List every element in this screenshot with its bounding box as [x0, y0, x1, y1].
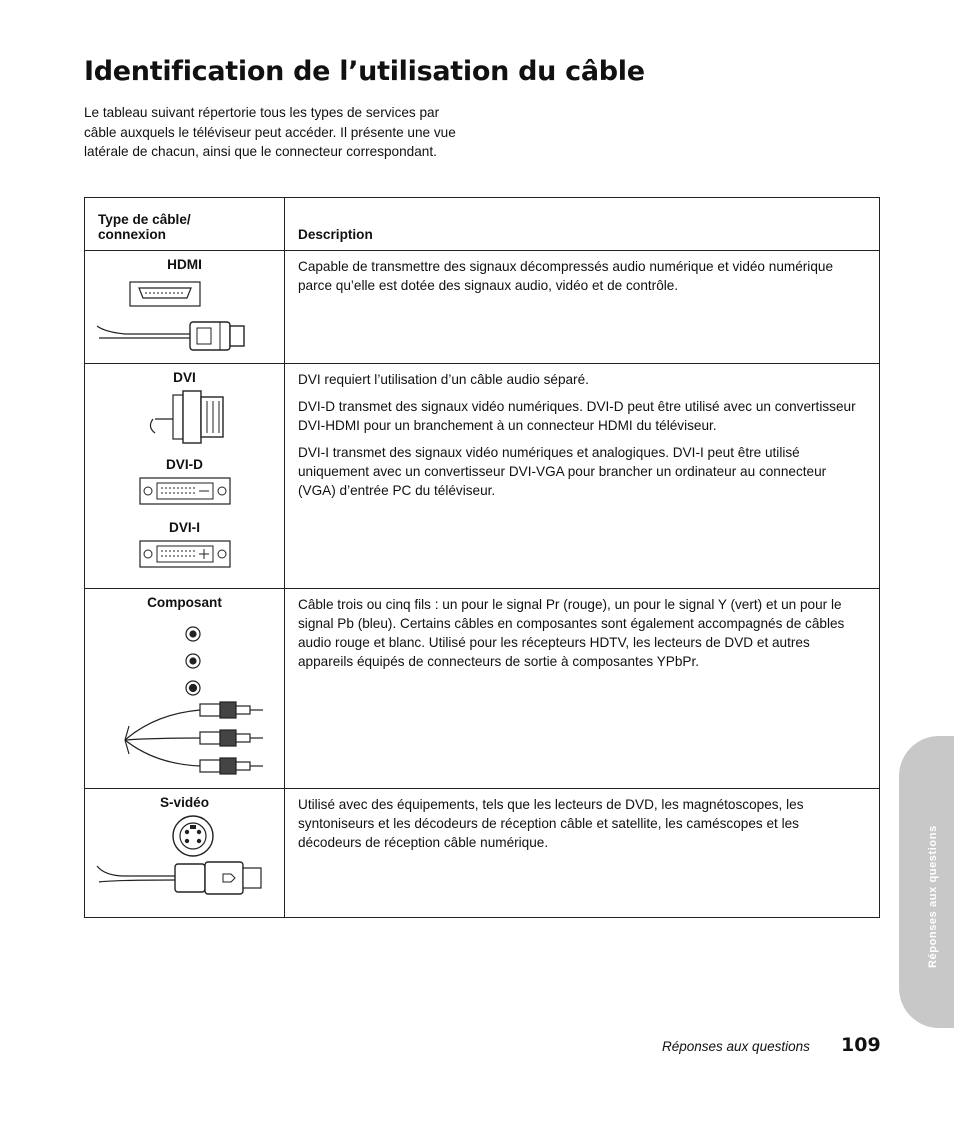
type-cell-hdmi [85, 251, 285, 364]
footer-section-title: Réponses aux questions [662, 1039, 810, 1054]
description-text: DVI-D transmet des signaux vidéo numériques. DVI-D peut être utilisé avec un convertisseur DVI-HDMI pour un branchement à un connecteur HDMI du téléviseur. [298, 399, 856, 433]
table-row [85, 789, 880, 918]
dvi-i-port-icon [95, 539, 275, 571]
type-label-component: Composant [147, 595, 222, 610]
header-type: Type de câble/ connexion [85, 198, 285, 251]
description-text: Utilisé avec des équipements, tels que les lecteurs de DVD, les magnétoscopes, les syntoniseurs et les décodeurs de réception câble et satellite, les caméscopes et les décodeurs de réception câble numérique. [298, 797, 804, 850]
description-cell-s-video [285, 789, 880, 918]
hdmi-illustration [95, 276, 275, 356]
s-video-cable-icon [95, 858, 275, 896]
table-row [85, 251, 880, 364]
hdmi-cable-icon [97, 322, 244, 350]
description-text: Capable de transmettre des signaux décompressés audio numérique et vidéo numérique parce qu’elle est dotée des signaux audio, vidéo et de contrôle. [298, 259, 834, 293]
s-video-port-icon [95, 814, 275, 858]
intro-paragraph: Le tableau suivant répertorie tous les types de services par câble auxquels le téléviseur peut accéder. Il présente une vue latérale de chacun, ainsi que le connecteur correspondant. [84, 105, 456, 159]
type-cell-s-video [85, 789, 285, 918]
type-label-dvi: DVI [173, 370, 196, 385]
table-row [85, 364, 880, 589]
table-header-row [85, 198, 880, 251]
description-cell-dvi [285, 364, 880, 589]
type-cell-dvi [85, 364, 285, 589]
header-description: Description [285, 198, 880, 251]
type-cell-component [85, 589, 285, 789]
description-text: DVI-I transmet des signaux vidéo numériques et analogiques. DVI-I peut être utilisé uniquement avec un convertisseur DVI-VGA pour brancher un ordinateur au connecteur (VGA) d’entrée PC du téléviseur. [298, 445, 827, 498]
page-title: Identification de l’utilisation du câble [84, 56, 645, 87]
component-cable-icon [95, 700, 275, 778]
component-jacks-icon [95, 614, 275, 700]
description-cell-hdmi [285, 251, 880, 364]
type-label-dvi-d: DVI-D [165, 457, 203, 472]
dvi-cable-icon [95, 389, 275, 445]
description-cell-component [285, 589, 880, 789]
description-text: DVI requiert l’utilisation d’un câble audio séparé. [298, 372, 589, 387]
page-number: 109 [841, 1034, 881, 1056]
hdmi-port-icon [130, 282, 200, 306]
table-row [85, 589, 880, 789]
side-tab-label: Réponses aux questions [927, 825, 939, 968]
type-label-s-video: S-vidéo [159, 795, 210, 810]
description-text: Câble trois ou cinq fils : un pour le signal Pr (rouge), un pour le signal Y (vert) et un pour le signal Pb (bleu). Certains câbles en composantes sont également accompagnés de câbles audio rouge et blanc. Utilisé pour les récepteurs HDTV, les lecteurs de DVD et autres appareils équipés de connecteurs de sortie à composantes YPbPr. [298, 597, 845, 669]
cable-table [84, 197, 880, 918]
dvi-d-port-icon [95, 476, 275, 508]
type-label-dvi-i: DVI-I [169, 520, 200, 535]
type-label-hdmi: HDMI [167, 257, 202, 272]
